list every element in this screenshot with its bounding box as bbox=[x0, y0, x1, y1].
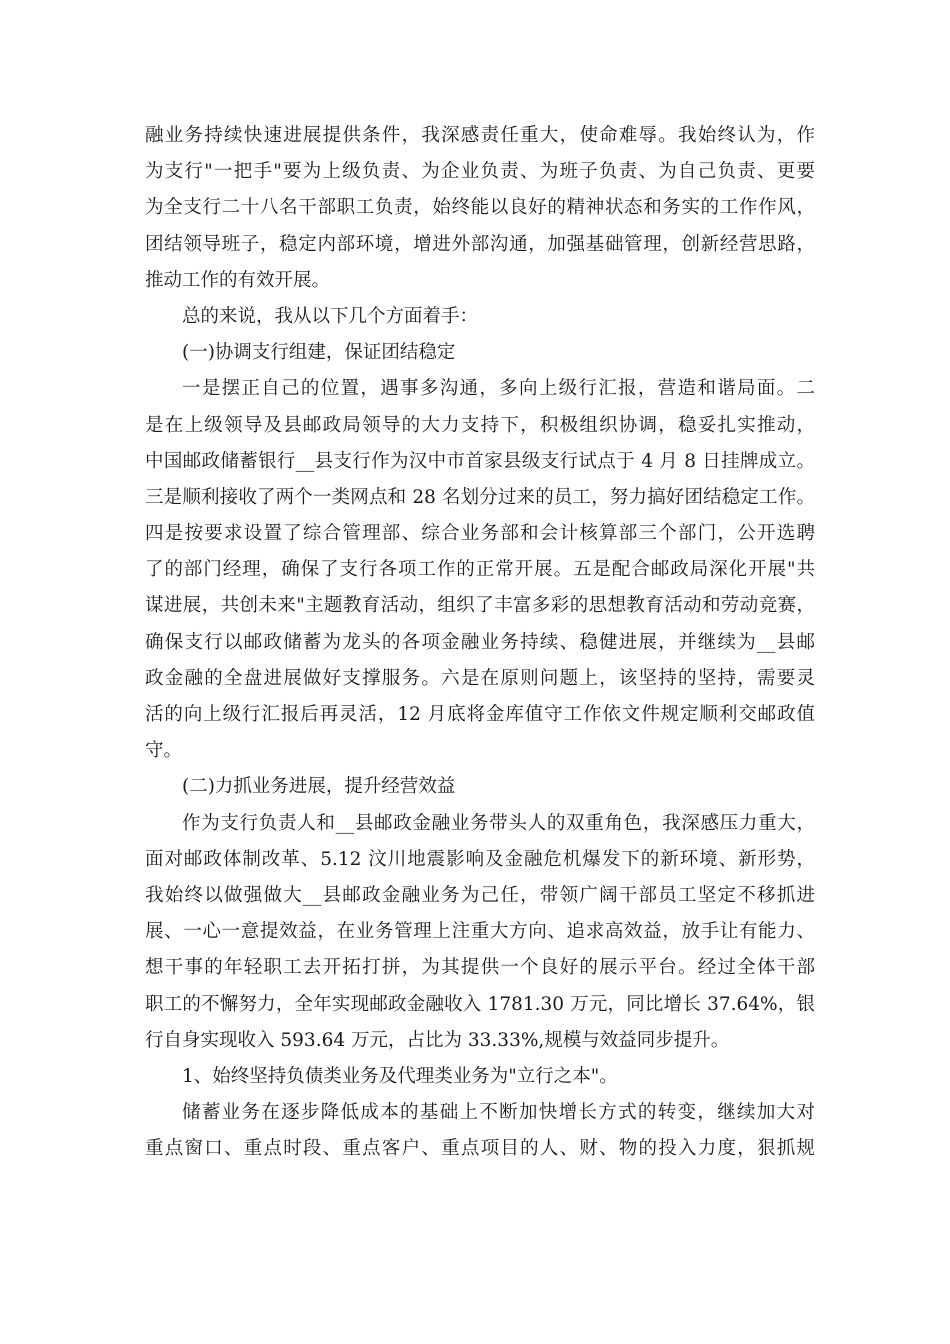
text-line: 我始终以做强做大__县邮政金融业务为己任，带领广阔干部员工坚定不移抓进 bbox=[145, 884, 815, 906]
text-line: 确保支行以邮政储蓄为龙头的各项金融业务持续、稳健进展，并继续为__县邮 bbox=[145, 631, 815, 653]
text-line: 三是顺利接收了两个一类网点和 28 名划分过来的员工，努力搞好团结稳定工作。 bbox=[145, 486, 815, 508]
text-line: 谋进展，共创未来"主题教育活动，组织了丰富多彩的思想教育活动和劳动竞赛， bbox=[145, 595, 815, 617]
text-line: 1、始终坚持负债类业务及代理类业务为"立行之本"。 bbox=[182, 1065, 618, 1087]
text-line: (一)协调支行组建，保证团结稳定 bbox=[182, 342, 456, 364]
text-line: 推动工作的有效开展。 bbox=[145, 269, 331, 291]
text-line: 行自身实现收入 593.64 万元，占比为 33.33%,规模与效益同步提升。 bbox=[145, 1029, 730, 1051]
text-line: 为全支行二十八名干部职工负责，始终能以良好的精神状态和务实的工作作风， bbox=[145, 197, 815, 219]
text-line: 作为支行负责人和__县邮政金融业务带头人的双重角色，我深感压力重大， bbox=[182, 812, 815, 834]
text-line: 储蓄业务在逐步降低成本的基础上不断加快增长方式的转变，继续加大对 bbox=[182, 1102, 815, 1124]
text-line: 重点窗口、重点时段、重点客户、重点项目的人、财、物的投入力度，狠抓规 bbox=[145, 1138, 815, 1160]
text-line: 了的部门经理，确保了支行各项工作的正常开展。五是配合邮政局深化开展"共 bbox=[145, 559, 815, 581]
text-line: 职工的不懈努力，全年实现邮政金融收入 1781.30 万元，同比增长 37.64%，银 bbox=[145, 993, 815, 1015]
text-line: 一是摆正自己的位置，遇事多沟通，多向上级行汇报，营造和谐局面。二 bbox=[182, 378, 815, 400]
document-body bbox=[145, 118, 815, 1167]
text-line: 想干事的年轻职工去开拓打拼，为其提供一个良好的展示平台。经过全体干部 bbox=[145, 957, 815, 979]
text-line: 总的来说，我从以下几个方面着手： bbox=[182, 305, 479, 327]
text-line: 为支行"一把手"要为上级负责、为企业负责、为班子负责、为自己负责、更要 bbox=[145, 161, 815, 183]
text-line: 四是按要求设置了综合管理部、综合业务部和会计核算部三个部门，公开选聘 bbox=[145, 523, 815, 545]
text-line: 政金融的全盘进展做好支撑服务。六是在原则问题上，该坚持的坚持，需要灵 bbox=[145, 667, 815, 689]
text-line: 是在上级领导及县邮政局领导的大力支持下，积极组织协调，稳妥扎实推动， bbox=[145, 414, 815, 436]
text-line: 面对邮政体制改革、5.12 汶川地震影响及金融危机爆发下的新环境、新形势， bbox=[145, 848, 815, 870]
text-line: 中国邮政储蓄银行__县支行作为汉中市首家县级支行试点于 4 月 8 日挂牌成立。 bbox=[145, 450, 815, 472]
text-line: 守。 bbox=[145, 740, 183, 762]
text-line: 团结领导班子，稳定内部环境，增进外部沟通，加强基础管理，创新经营思路， bbox=[145, 233, 815, 255]
text-line: 展、一心一意提效益，在业务管理上注重大方向、追求高效益，放手让有能力、 bbox=[145, 921, 815, 943]
text-line: 活的向上级行汇报后再灵活，12 月底将金库值守工作依文件规定顺利交邮政值 bbox=[145, 704, 815, 725]
text-line: 融业务持续快速进展提供条件，我深感责任重大，使命难辱。我始终认为，作 bbox=[145, 125, 815, 146]
text-line: (二)力抓业务进展，提升经营效益 bbox=[182, 776, 456, 798]
